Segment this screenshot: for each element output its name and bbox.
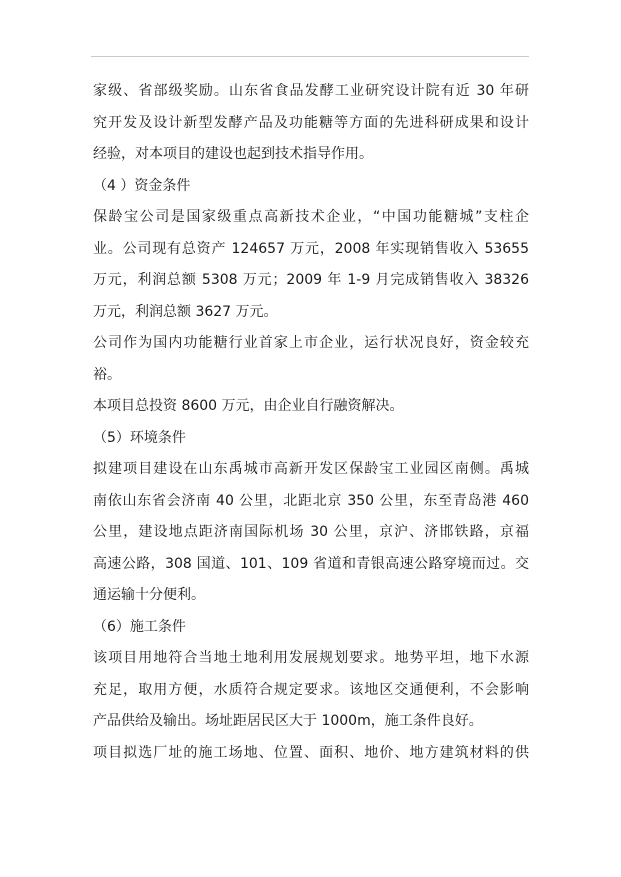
document-body xyxy=(93,80,529,773)
body-line: 公里，建设地点距济南国际机场 30 公里，京沪、济邯铁路，京福 xyxy=(93,524,529,540)
body-line: 高速公路，308 国道、101、109 省道和青银高速公路穿境而过。交 xyxy=(93,555,529,572)
body-line: 公司作为国内功能糖行业首家上市企业，运行状况良好，资金较充 xyxy=(93,335,529,351)
body-line: 万元，利润总额 3627 万元。 xyxy=(93,303,278,320)
section-heading: （6）施工条件 xyxy=(93,618,186,635)
body-line: 南依山东省会济南 40 公里，北距北京 350 公里，东至青岛港 460 xyxy=(93,492,529,509)
body-line: 万元，利润总额 5308 万元；2009 年 1-9 月完成销售收入 38326 xyxy=(93,272,529,288)
body-line: 经验，对本项目的建设也起到技术指导作用。 xyxy=(93,146,373,162)
body-line: 保龄宝公司是国家级重点高新技术企业，“中国功能糖城”支柱企 xyxy=(93,209,529,225)
body-line: 项目拟选厂址的施工场地、位置、面积、地价、地方建筑材料的供 xyxy=(93,744,529,761)
body-line: 充足，取用方便，水质符合规定要求。该地区交通便利，不会影响 xyxy=(93,681,529,698)
body-line: 本项目总投资 8600 万元，由企业自行融资解决。 xyxy=(93,398,404,414)
body-line: 该项目用地符合当地土地利用发展规划要求。地势平坦，地下水源 xyxy=(93,650,529,666)
body-line: 拟建项目建设在山东禹城市高新开发区保龄宝工业园区南侧。禹城 xyxy=(93,461,529,477)
body-line: 通运输十分便利。 xyxy=(93,587,205,603)
header-rule xyxy=(91,56,529,57)
body-line: 产品供给及输出。场址距居民区大于 1000m，施工条件良好。 xyxy=(93,713,483,729)
section-heading: （5）环境条件 xyxy=(93,429,186,446)
body-line: 业。公司现有总资产 124657 万元，2008 年实现销售收入 53655 xyxy=(93,240,529,257)
body-line: 家级、省部级奖励。山东省食品发酵工业研究设计院有近 30 年研 xyxy=(93,83,529,99)
body-line: 究开发及设计新型发酵产品及功能糖等方面的先进科研成果和设计 xyxy=(93,114,529,131)
section-heading: （4 ）资金条件 xyxy=(93,177,191,194)
body-line: 裕。 xyxy=(93,366,121,383)
